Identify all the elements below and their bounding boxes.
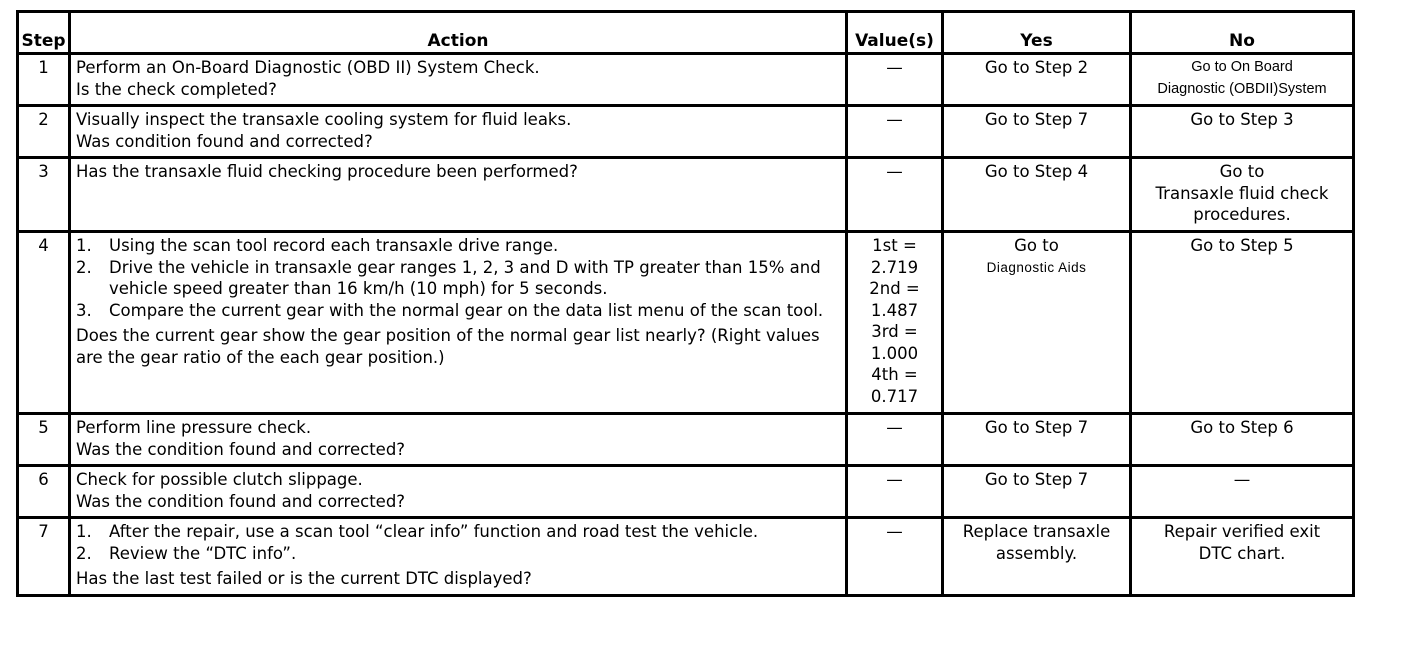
- step-number: 4: [18, 232, 70, 414]
- table-row: [18, 414, 1354, 466]
- value-line: 0.717: [870, 386, 919, 406]
- no-cell: —: [1131, 466, 1354, 518]
- step-number: 3: [18, 158, 70, 232]
- action-question: Was condition found and corrected?: [76, 131, 373, 151]
- value-line: 2.719: [870, 257, 919, 277]
- action-question: Was the condition found and corrected?: [76, 491, 406, 511]
- list-text: Review the “DTC info”.: [109, 543, 297, 563]
- value-line: 1.487: [870, 300, 919, 320]
- table-row: [18, 466, 1354, 518]
- procedure-list: [76, 235, 840, 321]
- table-row: [18, 232, 1354, 414]
- value-cell: —: [847, 158, 943, 232]
- no-text-line: Go to: [1219, 162, 1265, 181]
- list-item: [76, 257, 840, 300]
- list-item: [76, 543, 840, 565]
- procedure-list: [76, 521, 840, 564]
- yes-text-line: Replace transaxle: [962, 522, 1111, 541]
- action-question: Has the last test failed or is the current DTC displayed?: [76, 569, 532, 588]
- value-cell: [847, 232, 943, 414]
- action-cell: [70, 414, 847, 466]
- header-yes: Yes: [943, 12, 1131, 54]
- yes-text-line: Diagnostic Aids: [986, 259, 1087, 275]
- list-number: 2.: [76, 543, 92, 563]
- action-question: Has the transaxle fluid checking procedure been performed?: [76, 162, 578, 181]
- value-line: 4th =: [871, 365, 918, 384]
- no-cell: [1131, 54, 1354, 106]
- value-cell: —: [847, 518, 943, 596]
- list-item: [76, 235, 840, 257]
- no-cell: Go to Step 6: [1131, 414, 1354, 466]
- step-number: 6: [18, 466, 70, 518]
- header-action: Action: [70, 12, 847, 54]
- list-text: Drive the vehicle in transaxle gear ranges 1, 2, 3 and D with TP greater than 15% and vehicle speed greater than 16 km/h (10 mph) for 5 seconds.: [109, 257, 821, 298]
- list-number: 1.: [76, 236, 92, 255]
- step-number: 5: [18, 414, 70, 466]
- action-question: Does the current gear show the gear position of the normal gear list nearly? (Right values are the gear ratio of the each gear position.): [76, 326, 820, 367]
- list-item: [76, 521, 840, 543]
- value-line: 1.000: [870, 343, 919, 363]
- action-text: Check for possible clutch slippage.: [76, 470, 363, 489]
- yes-cell: Go to Step 7: [943, 414, 1131, 466]
- table-row: [18, 106, 1354, 158]
- list-number: 2.: [76, 257, 92, 277]
- list-number: 1.: [76, 522, 92, 541]
- action-text: Perform line pressure check.: [76, 418, 312, 437]
- value-cell: —: [847, 414, 943, 466]
- no-text-line: Diagnostic (OBDII)System: [1157, 80, 1327, 97]
- value-line: 2nd =: [869, 279, 920, 298]
- list-text: Using the scan tool record each transaxle drive range.: [109, 236, 559, 255]
- value-cell: —: [847, 54, 943, 106]
- value-cell: —: [847, 466, 943, 518]
- no-text-line: Repair verified exit: [1163, 522, 1321, 541]
- no-text-line: Go to On Board: [1191, 59, 1293, 75]
- value-cell: —: [847, 106, 943, 158]
- diagnostic-table: [16, 10, 1355, 597]
- header-step: Step: [18, 12, 70, 54]
- yes-cell: Go to Step 2: [943, 54, 1131, 106]
- step-number: 7: [18, 518, 70, 596]
- no-cell: [1131, 158, 1354, 232]
- action-question: Was the condition found and corrected?: [76, 439, 406, 459]
- action-cell: [70, 106, 847, 158]
- header-values: Value(s): [847, 12, 943, 54]
- header-no: No: [1131, 12, 1354, 54]
- no-text-line: Transaxle fluid check: [1155, 183, 1329, 203]
- header-row: [18, 12, 1354, 54]
- no-cell: [1131, 518, 1354, 596]
- step-number: 1: [18, 54, 70, 106]
- yes-text-line: assembly.: [995, 543, 1078, 563]
- step-number: 2: [18, 106, 70, 158]
- list-number: 3.: [76, 300, 92, 320]
- no-text-line: procedures.: [1193, 205, 1291, 224]
- yes-cell: [943, 518, 1131, 596]
- action-cell: [70, 518, 847, 596]
- no-cell: Go to Step 3: [1131, 106, 1354, 158]
- list-item: [76, 300, 840, 322]
- action-cell: [70, 232, 847, 414]
- value-line: 3rd =: [871, 322, 918, 341]
- table-row: [18, 54, 1354, 106]
- yes-cell: Go to Step 7: [943, 106, 1131, 158]
- action-cell: [70, 158, 847, 232]
- yes-text-line: Go to: [1014, 236, 1059, 255]
- yes-cell: [943, 232, 1131, 414]
- yes-cell: Go to Step 4: [943, 158, 1131, 232]
- table-row: [18, 158, 1354, 232]
- action-question: Is the check completed?: [76, 79, 277, 99]
- action-cell: [70, 54, 847, 106]
- yes-cell: Go to Step 7: [943, 466, 1131, 518]
- no-text-line: DTC chart.: [1198, 543, 1286, 563]
- action-text: Perform an On-Board Diagnostic (OBD II) System Check.: [76, 58, 540, 77]
- list-text: Compare the current gear with the normal gear on the data list menu of the scan tool.: [109, 300, 824, 320]
- action-cell: [70, 466, 847, 518]
- list-text: After the repair, use a scan tool “clear info” function and road test the vehicle.: [109, 522, 759, 541]
- table-row: [18, 518, 1354, 596]
- value-line: 1st =: [872, 236, 917, 255]
- action-text: Visually inspect the transaxle cooling system for fluid leaks.: [76, 110, 572, 129]
- no-cell: Go to Step 5: [1131, 232, 1354, 414]
